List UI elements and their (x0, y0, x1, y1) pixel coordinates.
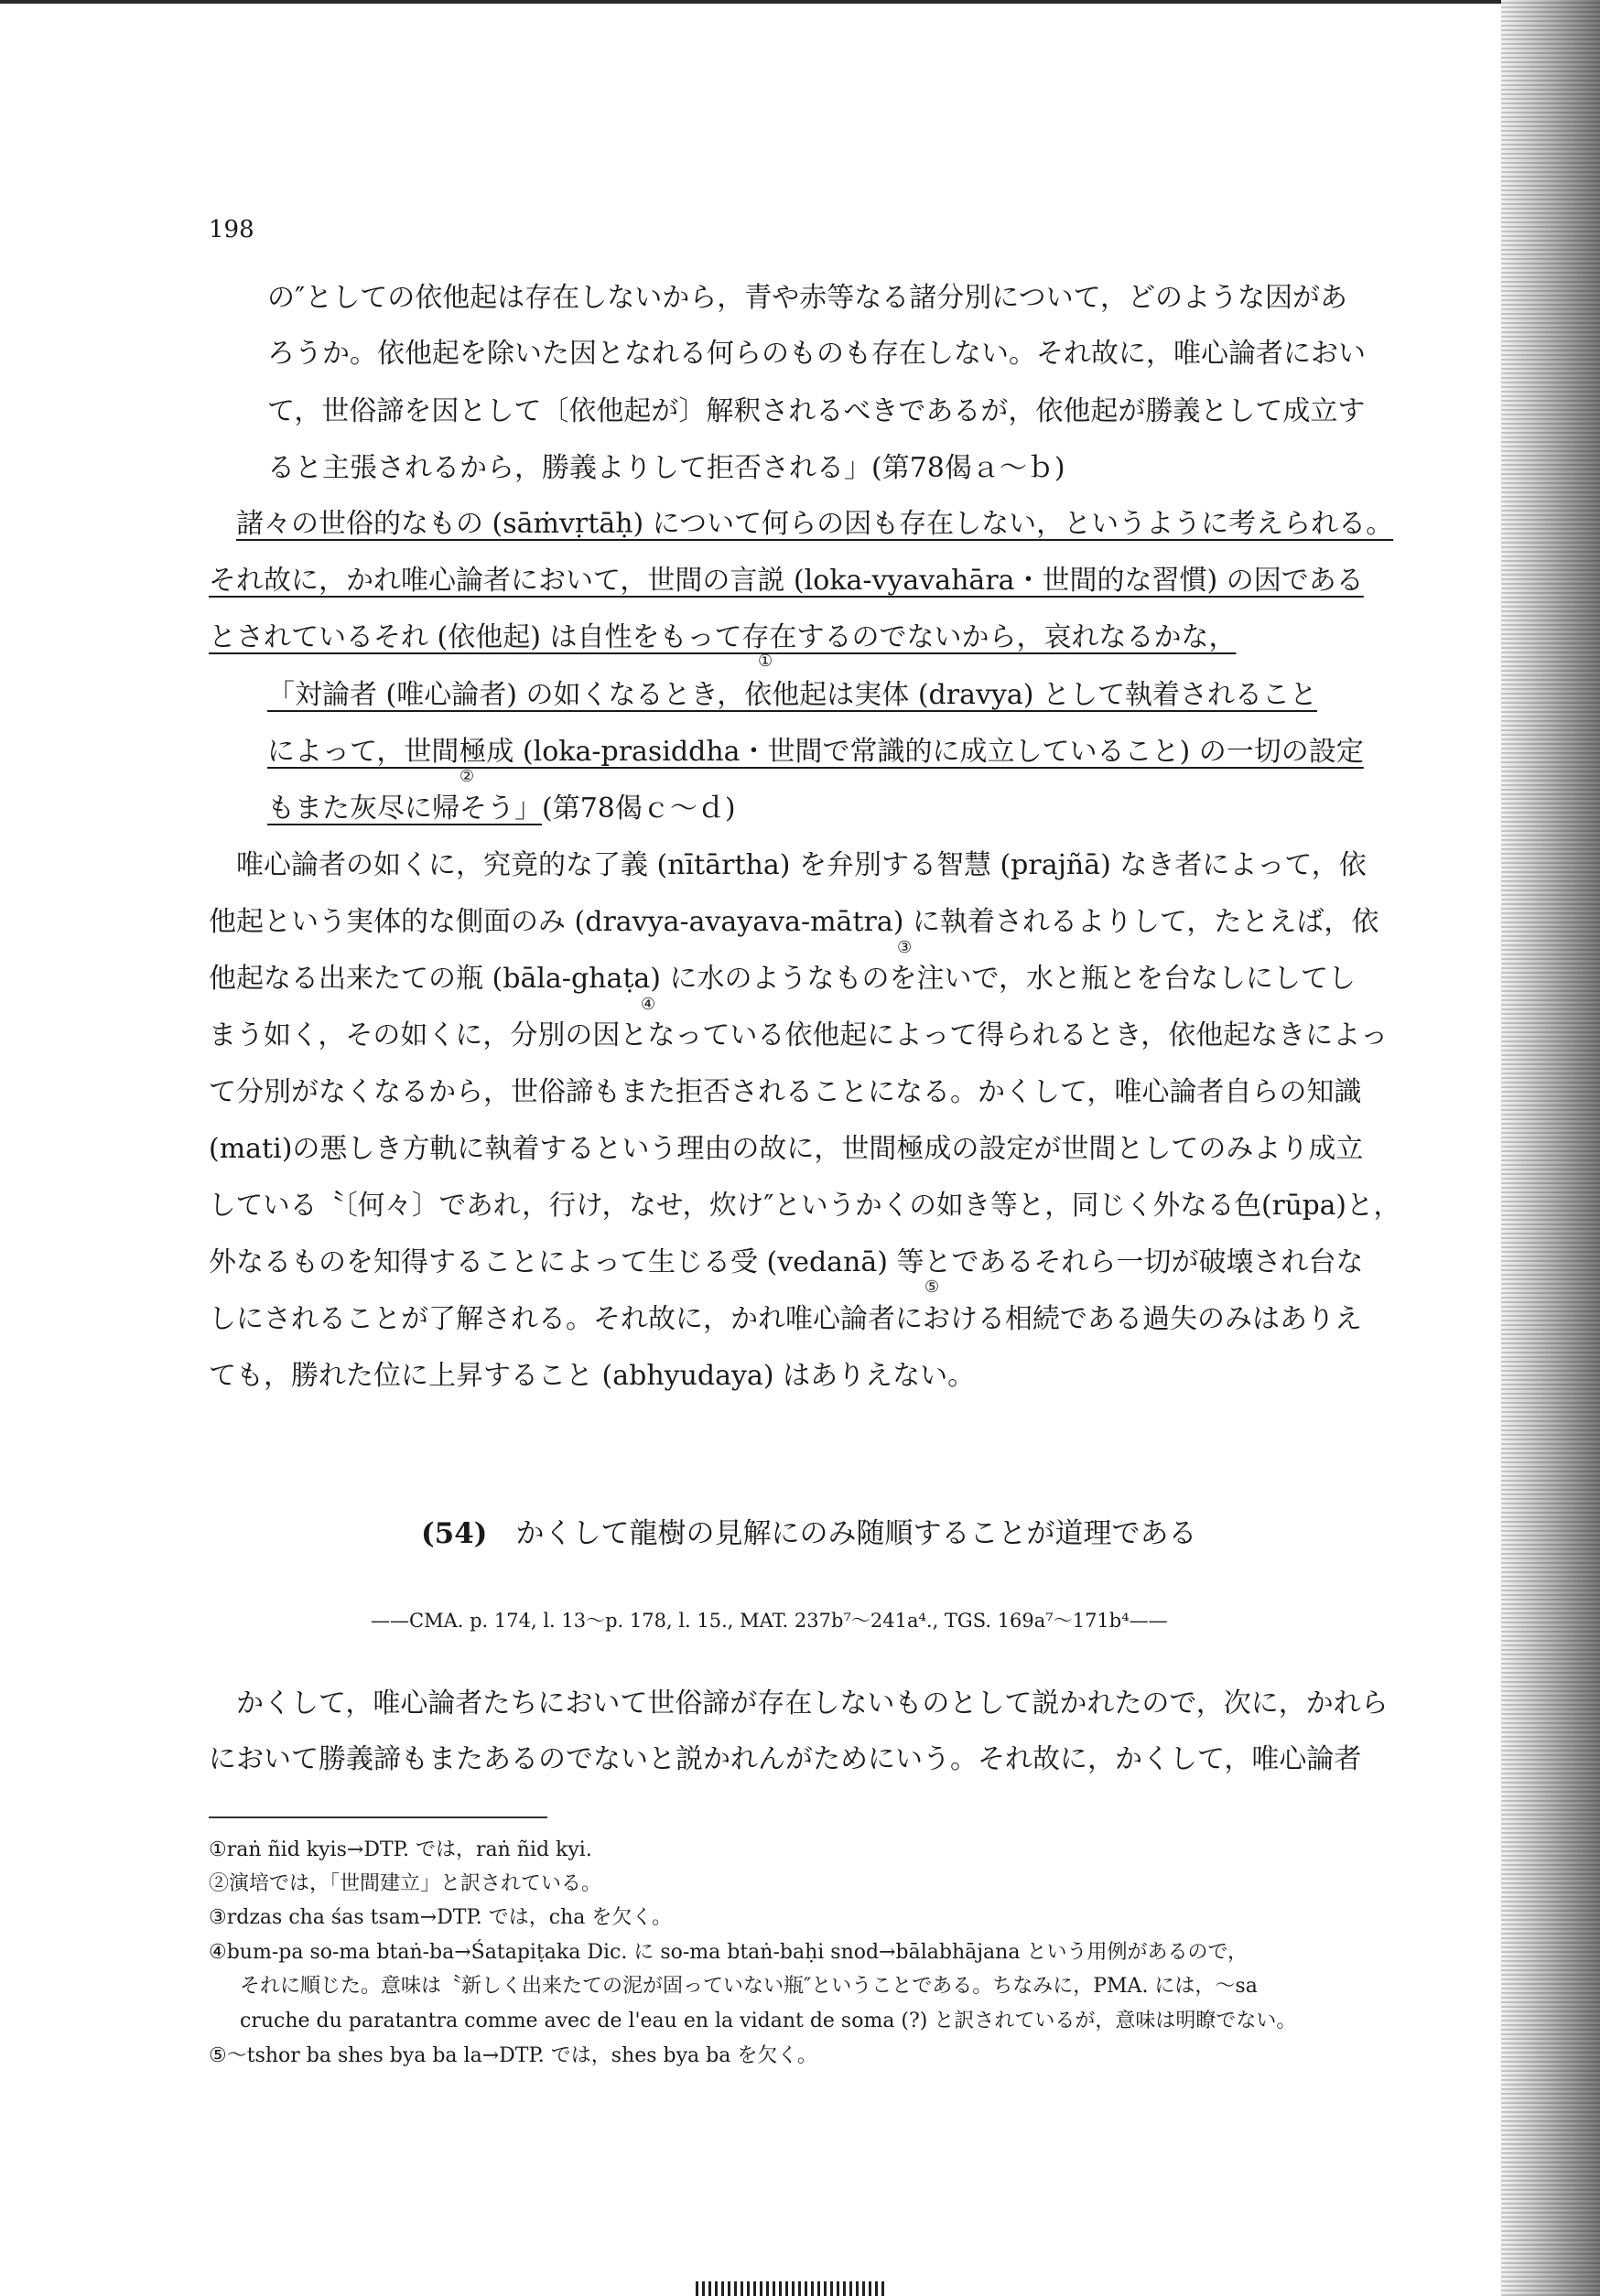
quote-line3-ref: (第78偈ｃ～ｄ) (542, 792, 736, 825)
footnote-4-line2: それに順じた。意味は〝新しく出来たての泥が固っていない瓶″ということである。ちなみに，PMA. には，～sa (240, 1975, 1258, 1998)
quote-line1: 「対論者 (唯心論者) の如くなるとき，依他起は実体 (dravya) として執着されること (267, 679, 1317, 711)
paragraph3-line2: 他起という実体的な側面のみ (dravya-avayava-mātra) に執着されるよりして，たとえば，依 (209, 906, 1379, 938)
paragraph3-line3: 他起なる出来たての瓶 (bāla-ghaṭa) に水のようなものを注いで，水と瓶とを台なしにしてし (209, 963, 1356, 995)
quote-line2: によって，世間極成 (loka-prasiddha・世間で常識的に成立していること) の一切の設定 (267, 736, 1364, 768)
paragraph3-line6: (mati)の悪しき方軌に執着するという理由の故に，世間極成の設定が世間としてのみより成立 (209, 1133, 1364, 1165)
paragraph3-line10: ても，勝れた位に上昇すること (abhyudaya) はありえない。 (209, 1360, 976, 1392)
paragraph1-line2: ろうか。依他起を除いた因となれる何らのものも存在しない。それ故に，唯心論者におい (267, 338, 1366, 370)
footnote-rule (209, 1816, 547, 1818)
section-source-reference: ——CMA. p. 174, l. 13～p. 178, l. 15., MAT. 237b⁷～241a⁴., TGS. 169a⁷～171b⁴—— (371, 1610, 1168, 1632)
paragraph3-line4: まう如く，その如くに，分別の因となっている依他起によって得られるとき，依他起なきによっ (209, 1019, 1389, 1051)
paragraph3-line5: て分別がなくなるから，世俗諦もまた拒否されることになる。かくして，唯心論者自らの知識 (209, 1076, 1362, 1108)
scan-bottom-marks (696, 2281, 888, 2296)
paragraph3-line8: 外なるものを知得することによって生じる受 (vedanā) 等とであるそれら一切が破壊され台な (209, 1246, 1364, 1278)
section-number: (54) (421, 1517, 488, 1550)
paragraph2-line3: とされているそれ (依他起) は自性をもって存在するのでないから，哀れなるかな， (209, 621, 1237, 653)
footnote-3: ③rdzas cha śas tsam→DTP. では，cha を欠く。 (209, 1906, 672, 1929)
footnote-4-line1: ④bum-pa so-ma btaṅ-ba→Śatapiṭaka Dic. に so-ma btaṅ-baḥi snod→bālabhājana という用例があるので， (209, 1941, 1249, 1964)
note-marker-1: ① (758, 652, 773, 671)
footnote-4-line3: cruche du paratantra comme avec de l'eau en la vidant de soma (?) と訳されているが，意味は明瞭でない。 (240, 2010, 1297, 2032)
paragraph2-line1: 諸々の世俗的なもの (sāṁvṛtāḥ) について何らの因も存在しない，というように考えられる。 (236, 508, 1394, 540)
footnote-1: ①raṅ ñid kyis→DTP. では，raṅ ñid kyi. (209, 1838, 592, 1861)
paragraph3-line9: しにされることが了解される。それ故に，かれ唯心論者における相続である過失のみはありえ (209, 1303, 1362, 1335)
footnote-2: ②演培では，「世間建立」と訳されている。 (209, 1872, 602, 1895)
quote-line3 (267, 791, 736, 827)
paragraph3-line7: している〝〔何々〕であれ，行け，なせ，炊け″というかくの如き等と，同じく外なる色(rūpa)と， (209, 1190, 1401, 1222)
note-marker-5: ⑤ (924, 1277, 940, 1297)
scan-right-edge (1501, 0, 1600, 2296)
quote-line3-text: もまた灰尽に帰そう」 (267, 792, 542, 825)
scan-top-edge (0, 0, 1501, 4)
paragraph4-line2: において勝義諦もまたあるのでないと説かれんがためにいう。それ故に，かくして，唯心論者 (209, 1743, 1362, 1775)
note-marker-4: ④ (641, 995, 656, 1014)
note-marker-3: ③ (897, 938, 913, 957)
paragraph1-line4: ると主張されるから，勝義よりして拒否される」(第78偈ａ～ｂ) (267, 452, 1065, 484)
footnote-5: ⑤～tshor ba shes bya ba la→DTP. では，shes bya ba を欠く。 (209, 2044, 817, 2067)
section-title: かくして龍樹の見解にのみ随順することが道理である (515, 1517, 1197, 1550)
paragraph4-line1: かくして，唯心論者たちにおいて世俗諦が存在しないものとして説かれたので，次に，かれら (236, 1687, 1389, 1719)
paragraph1-line1: の″としての依他起は存在しないから，青や赤等なる諸分別について，どのような因があ (267, 282, 1348, 314)
paragraph1-line3: て，世俗諦を因として〔依他起が〕解釈されるべきであるが，依他起が勝義として成立す (267, 395, 1366, 427)
page-number: 198 (209, 216, 254, 243)
note-marker-2: ② (459, 767, 475, 786)
paragraph3-line1: 唯心論者の如くに，究竟的な了義 (nītārtha) を弁別する智慧 (prajñā) なき者によって，依 (236, 849, 1367, 881)
paragraph2-line2: それ故に，かれ唯心論者において，世間の言説 (loka-vyavahāra・世間的な習慣) の因である (209, 565, 1364, 597)
section-heading (421, 1510, 1196, 1551)
